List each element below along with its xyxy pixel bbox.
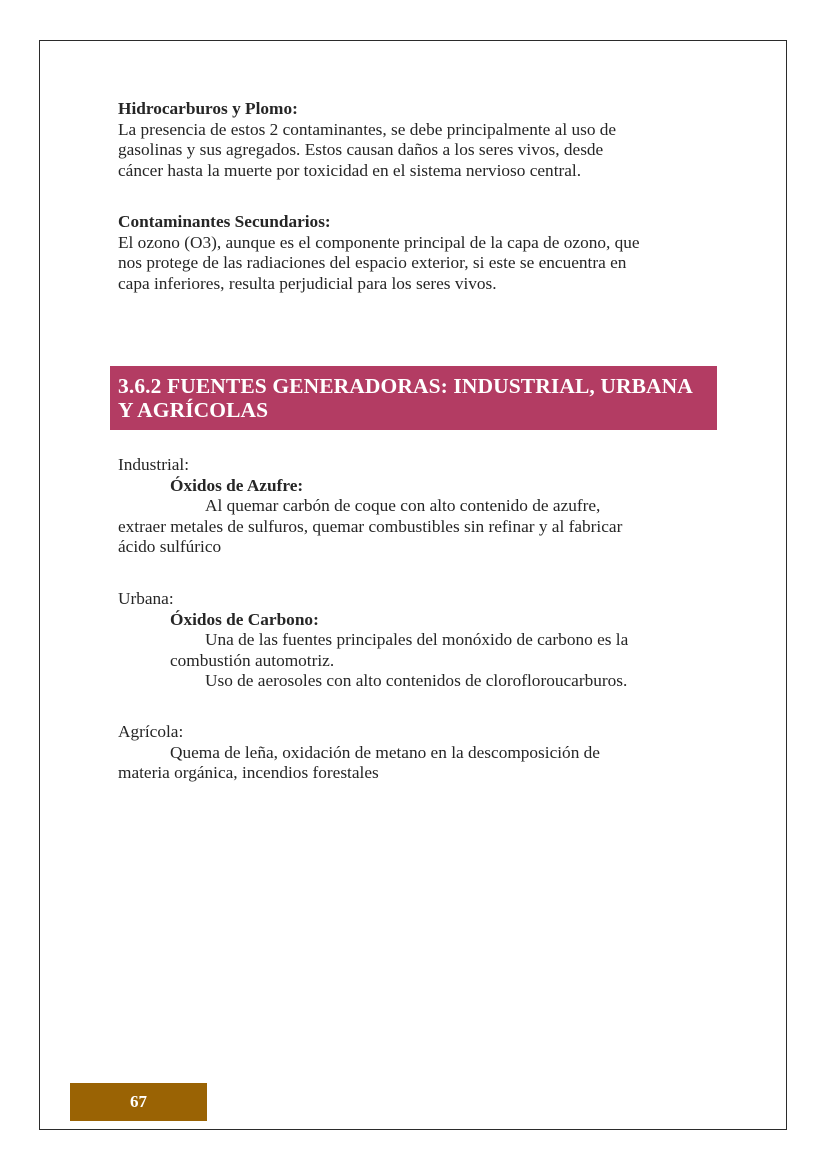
paragraph-line: materia orgánica, incendios forestales bbox=[118, 763, 379, 782]
section-hidrocarburos bbox=[118, 99, 718, 181]
paragraph-line: Uso de aerosoles con alto contenidos de clorofloroucarburos. bbox=[205, 671, 628, 690]
paragraph-line: cáncer hasta la muerte por toxicidad en el sistema nervioso central. bbox=[118, 160, 582, 180]
paragraph-line: extraer metales de sulfuros, quemar combustibles sin refinar y al fabricar bbox=[118, 516, 623, 536]
paragraph-line: combustión automotriz. bbox=[170, 650, 335, 670]
source-urbana bbox=[118, 589, 718, 692]
paragraph-line: Una de las fuentes principales del monóxido de carbono es la bbox=[205, 630, 629, 649]
paragraph-line: nos protege de las radiaciones del espacio exterior, si este se encuentra en bbox=[118, 253, 627, 272]
source-industrial bbox=[118, 455, 718, 558]
page-number: 67 bbox=[70, 1083, 207, 1121]
source-agricola bbox=[118, 722, 718, 784]
category-label: Agrícola: bbox=[118, 722, 184, 741]
paragraph-line: El ozono (O3), aunque es el componente principal de la capa de ozono, que bbox=[118, 232, 640, 252]
paragraph-line: gasolinas y sus agregados. Estos causan daños a los seres vivos, desde bbox=[118, 140, 604, 159]
paragraph-line: ácido sulfúrico bbox=[118, 537, 222, 556]
heading-line-2: Y AGRÍCOLAS bbox=[118, 398, 269, 422]
paragraph-line: capa inferiores, resulta perjudicial para los seres vivos. bbox=[118, 273, 497, 293]
category-label: Industrial: bbox=[118, 455, 190, 474]
section-heading bbox=[110, 366, 717, 430]
paragraph-line: La presencia de estos 2 contaminantes, se debe principalmente al uso de bbox=[118, 119, 617, 139]
section-title: Contaminantes Secundarios: bbox=[118, 212, 331, 231]
heading-line-1: 3.6.2 FUENTES GENERADORAS: INDUSTRIAL, URBANA bbox=[118, 374, 693, 398]
paragraph bbox=[118, 630, 718, 692]
section-contaminantes-secundarios bbox=[118, 212, 718, 294]
paragraph-line: Quema de leña, oxidación de metano en la descomposición de bbox=[170, 742, 600, 762]
section-title: Hidrocarburos y Plomo: bbox=[118, 99, 298, 118]
subsection-title: Óxidos de Azufre: bbox=[170, 475, 304, 495]
category-label: Urbana: bbox=[118, 589, 174, 608]
subsection-title: Óxidos de Carbono: bbox=[170, 609, 319, 629]
page-frame bbox=[39, 40, 787, 1130]
paragraph-line: Al quemar carbón de coque con alto contenido de azufre, bbox=[205, 496, 601, 515]
